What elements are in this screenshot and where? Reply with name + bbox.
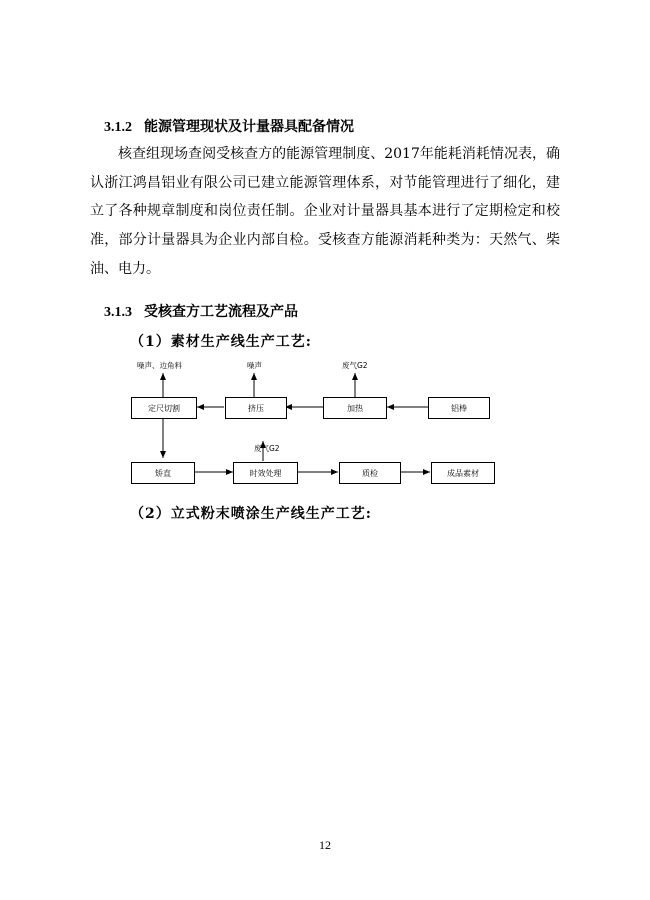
label-exhaust-heat: 废气G2 [342, 361, 368, 370]
box-straighten: 矫直 [131, 462, 195, 484]
box-aging: 时效处理 [233, 462, 298, 484]
box-heat: 加热 [323, 397, 387, 419]
label-exhaust-aging: 废气G2 [254, 444, 280, 453]
process-flowchart [130, 355, 510, 495]
label-noise-scrap: 噪声、边角料 [137, 361, 182, 370]
box-cut: 定尺切割 [131, 397, 197, 419]
box-rod: 铝棒 [428, 397, 490, 419]
subsection-heading-1: （1）素材生产线生产工艺: [130, 334, 312, 350]
section-heading-3-1-2 [104, 116, 354, 136]
section-number: 3.1.2 [104, 120, 132, 135]
box-product: 成品素材 [431, 462, 495, 484]
paragraph-text: 核查组现场查阅受核查方的能源管理制度、2017年能耗消耗情况表，确认浙江鸿昌铝业有限公司已建立能源管理体系，对节能管理进行了细化，建立了各种规章制度和岗位责任制。企业对计量器具基本进行了定期检定和校准，部分计量器具为企业内部自检。受核查方能源消耗种类为：天然气、柴油、电力。 [90, 146, 560, 277]
box-extrude: 挤压 [225, 397, 287, 419]
section-heading-3-1-3 [104, 301, 298, 321]
body-paragraph [90, 140, 560, 284]
box-inspect: 质检 [339, 462, 401, 484]
section-title: 受核查方工艺流程及产品 [144, 304, 298, 320]
page-number: 12 [319, 838, 331, 852]
subsection-heading-2: （2）立式粉末喷涂生产线生产工艺: [130, 506, 372, 522]
label-noise: 噪声 [247, 361, 262, 370]
section-number: 3.1.3 [104, 305, 132, 320]
section-title: 能源管理现状及计量器具配备情况 [144, 119, 354, 135]
